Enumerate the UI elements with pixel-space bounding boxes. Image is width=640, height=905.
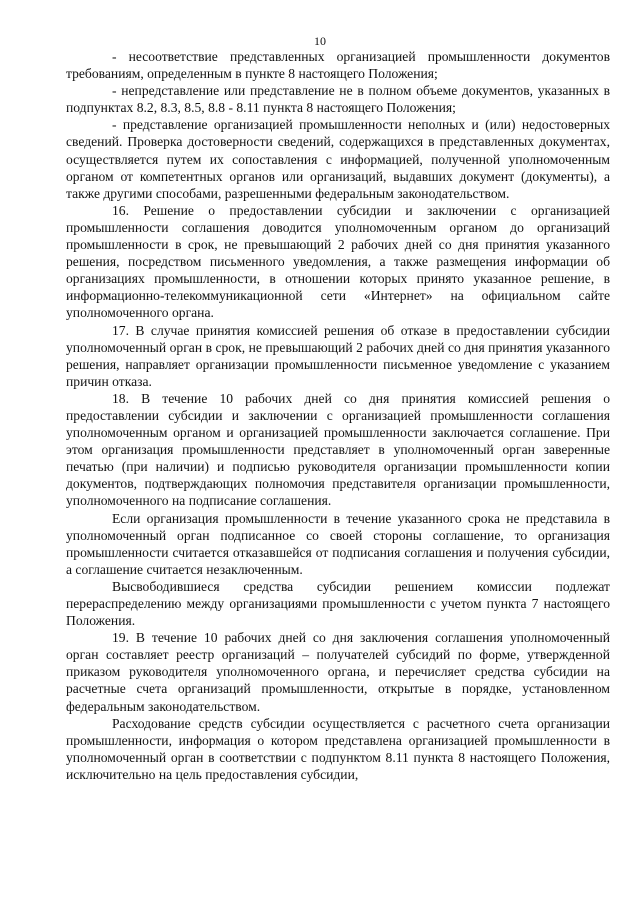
- paragraph-item-mismatch: - несоответствие представленных организацией промышленности документов требованиям, определенным в пункте 8 настоящего Положения;: [66, 49, 610, 82]
- document-body: [66, 48, 610, 783]
- paragraph-item-unreliable-info: - представление организацией промышленности неполных и (или) недостоверных сведений. Проверка достоверности сведений, содержащихся в представленных документах, осуществляется путем их сопоставления с информацией, полученной уполномоченным органом от компетентных органов или организаций, выдавших документ (документы), а также другими способами, разрешенными федеральным законодательством.: [66, 117, 610, 201]
- paragraph-clause-18: 18. В течение 10 рабочих дней со дня принятия комиссией решения о предоставлении субсидии и заключении с организацией промышленности соглашения уполномоченным органом и организацией промышленности заключается соглашение. При этом организация промышленности представляет в уполномоченный орган заверенные печатью (при наличии) и подписью руководителя организации промышленности копии документов, подтверждающих полномочия представителя организации промышленности, уполномоченного на подписание соглашения.: [66, 390, 610, 509]
- paragraph-clause-17: 17. В случае принятия комиссией решения об отказе в предоставлении субсидии уполномоченный орган в срок, не превышающий 2 рабочих дней со дня принятия указанного решения, направляет организации промышленности письменное уведомление с указанием причин отказа.: [66, 322, 610, 389]
- paragraph-clause-18-refusal: Если организация промышленности в течение указанного срока не представила в уполномоченный орган подписанное со своей стороны соглашение, то организация промышленности считается отказавшейся от подписания соглашения и получения субсидии, а соглашение считается незаключенным.: [66, 510, 610, 577]
- paragraph-clause-19: 19. В течение 10 рабочих дней со дня заключения соглашения уполномоченный орган составляет реестр организаций – получателей субсидий по форме, утвержденной приказом руководителя уполномоченного органа, и перечисляет средства субсидии на расчетные счета организаций промышленности, открытые в порядке, установленном федеральным законодательством.: [66, 630, 610, 714]
- paragraph-clause-18-redistribution: Высвободившиеся средства субсидии решением комиссии подлежат перераспределению между организациями промышленности с учетом пункта 7 настоящего Положения.: [66, 578, 610, 629]
- paragraph-clause-16: 16. Решение о предоставлении субсидии и заключении с организацией промышленности соглашения доводится уполномоченным органом до организаций промышленности в срок, не превышающий 2 рабочих дней со дня принятия указанного решения, посредством письменного уведомления, а также размещения информации об организациях промышленности, в отношении которых принято указанное решение, в информационно-телекоммуникационной сети «Интернет» на официальном сайте уполномоченного органа.: [66, 202, 610, 321]
- paragraph-item-incomplete-documents: - непредставление или представление не в полном объеме документов, указанных в подпунктах 8.2, 8.3, 8.5, 8.8 - 8.11 пункта 8 настоящего Положения;: [66, 83, 610, 116]
- paragraph-clause-19-spending: Расходование средств субсидии осуществляется с расчетного счета организации промышленности, информация о котором представлена организацией промышленности в уполномоченный орган в соответствии с подпунктом 8.11 пункта 8 настоящего Положения, исключительно на цель предоставления субсидии,: [66, 715, 610, 782]
- page-number: 10: [314, 34, 326, 48]
